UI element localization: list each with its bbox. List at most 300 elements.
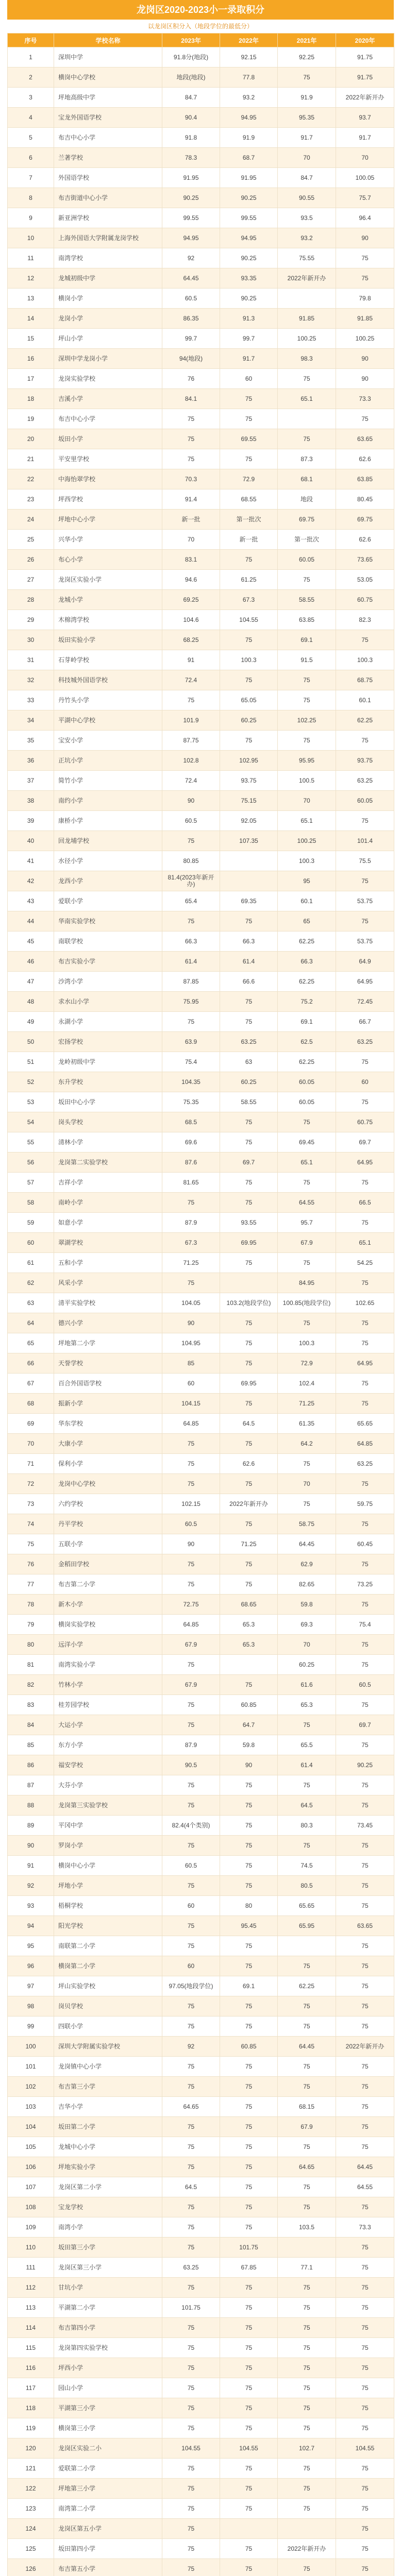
cell-2022: 75	[220, 2559, 278, 2576]
cell-school: 龙岗中心学校	[54, 1474, 162, 1494]
cell-2023: 75	[162, 2378, 220, 2398]
table-row	[8, 1273, 394, 1293]
cell-index: 71	[8, 1454, 54, 1474]
cell-2020: 90	[336, 228, 394, 248]
table-row	[8, 2519, 394, 2539]
cell-2023: 75	[162, 1715, 220, 1735]
cell-2021: 98.3	[278, 349, 336, 369]
table-row	[8, 469, 394, 489]
cell-2021: 74.5	[278, 1856, 336, 1876]
cell-2022: 59.8	[220, 1735, 278, 1755]
cell-2022: 91.7	[220, 349, 278, 369]
cell-2020: 75	[336, 2398, 394, 2418]
cell-school: 远洋小学	[54, 1635, 162, 1655]
cell-2021: 65.95	[278, 1916, 336, 1936]
cell-2020: 53.05	[336, 570, 394, 590]
cell-2023: 地段(地段)	[162, 67, 220, 88]
cell-school: 南湾小学	[54, 2217, 162, 2238]
cell-index: 95	[8, 1936, 54, 1956]
cell-2021: 65.65	[278, 1896, 336, 1916]
cell-2020: 2022年新开办	[336, 2037, 394, 2057]
cell-2021: 82.65	[278, 1574, 336, 1595]
cell-2023: 67.9	[162, 1675, 220, 1695]
cell-2022: 75	[220, 1856, 278, 1876]
cell-2021: 90.55	[278, 188, 336, 208]
table-row	[8, 871, 394, 891]
cell-2020: 63.25	[336, 1454, 394, 1474]
cell-school: 坂田中心小学	[54, 1092, 162, 1112]
cell-2020: 75	[336, 1956, 394, 1976]
cell-school: 东升学校	[54, 1072, 162, 1092]
table-row	[8, 1193, 394, 1213]
cell-2022: 75	[220, 2479, 278, 2499]
cell-school: 兰著学校	[54, 148, 162, 168]
cell-index: 104	[8, 2117, 54, 2137]
cell-2021	[278, 2519, 336, 2539]
cell-index: 99	[8, 2016, 54, 2037]
cell-school: 爱联小学	[54, 891, 162, 911]
table-row	[8, 710, 394, 731]
cell-2023: 76	[162, 369, 220, 389]
cell-school: 五联小学	[54, 1534, 162, 1554]
cell-2022: 75	[220, 2217, 278, 2238]
cell-2020: 75	[336, 2318, 394, 2338]
table-row	[8, 2479, 394, 2499]
cell-index: 57	[8, 1173, 54, 1193]
cell-2021: 103.5	[278, 2217, 336, 2238]
table-row	[8, 1856, 394, 1876]
cell-2023: 104.15	[162, 1394, 220, 1414]
cell-2023: 60	[162, 1374, 220, 1394]
cell-index: 124	[8, 2519, 54, 2539]
cell-index: 63	[8, 1293, 54, 1313]
cell-index: 39	[8, 811, 54, 831]
table-row	[8, 1715, 394, 1735]
cell-2023: 81.4(2023年新开办)	[162, 871, 220, 891]
table-row	[8, 992, 394, 1012]
cell-2020: 53.75	[336, 891, 394, 911]
cell-2023: 61.4	[162, 952, 220, 972]
cell-2020: 59.75	[336, 1494, 394, 1514]
cell-2023: 102.15	[162, 1494, 220, 1514]
cell-2022: 75	[220, 1514, 278, 1534]
cell-2020: 75	[336, 248, 394, 268]
cell-2023: 75	[162, 2016, 220, 2037]
table-row	[8, 1554, 394, 1574]
cell-2021: 75	[278, 2077, 336, 2097]
cell-2021: 100.25	[278, 329, 336, 349]
table-row	[8, 2157, 394, 2177]
cell-index: 83	[8, 1695, 54, 1715]
cell-2022: 75	[220, 630, 278, 650]
cell-2020: 63.85	[336, 469, 394, 489]
cell-2022: 91.3	[220, 309, 278, 329]
cell-school: 康桥小学	[54, 811, 162, 831]
cell-2022: 75	[220, 1012, 278, 1032]
cell-school: 宝龙学校	[54, 2197, 162, 2217]
cell-index: 113	[8, 2298, 54, 2318]
cell-2021: 92.25	[278, 47, 336, 67]
cell-index: 114	[8, 2318, 54, 2338]
cell-2022: 75	[220, 2378, 278, 2398]
cell-2021: 75	[278, 2358, 336, 2378]
cell-2020: 75	[336, 1836, 394, 1856]
cell-2020: 60.5	[336, 1675, 394, 1695]
table-row	[8, 1936, 394, 1956]
cell-school: 布吉第二小学	[54, 1574, 162, 1595]
cell-2020: 75	[336, 2238, 394, 2258]
cell-school: 坪地第二小学	[54, 1333, 162, 1353]
cell-school: 甘坑小学	[54, 2278, 162, 2298]
cell-2022: 90	[220, 1755, 278, 1775]
cell-2020: 54.25	[336, 1253, 394, 1273]
cell-school: 保利小学	[54, 1454, 162, 1474]
cell-school: 南湾第二小学	[54, 2499, 162, 2519]
cell-2022: 75	[220, 2278, 278, 2298]
cell-index: 2	[8, 67, 54, 88]
cell-2020: 75	[336, 268, 394, 289]
cell-2021: 60.05	[278, 1072, 336, 1092]
table-row	[8, 972, 394, 992]
cell-2023: 75.95	[162, 992, 220, 1012]
cell-school: 龙岗第四实验学校	[54, 2338, 162, 2358]
cell-2021: 66.3	[278, 952, 336, 972]
table-row	[8, 1092, 394, 1112]
cell-index: 85	[8, 1735, 54, 1755]
cell-index: 100	[8, 2037, 54, 2057]
cell-2023: 75	[162, 2057, 220, 2077]
cell-2021: 91.7	[278, 128, 336, 148]
cell-2020: 75	[336, 2137, 394, 2157]
cell-2021: 64.5	[278, 1795, 336, 1816]
cell-school: 布吉第五小学	[54, 2559, 162, 2576]
cell-index: 47	[8, 972, 54, 992]
table-row	[8, 188, 394, 208]
cell-2021: 75	[278, 731, 336, 751]
cell-2022: 69.35	[220, 891, 278, 911]
cell-index: 79	[8, 1615, 54, 1635]
cell-index: 120	[8, 2438, 54, 2459]
cell-2021: 75	[278, 2559, 336, 2576]
table-row	[8, 349, 394, 369]
table-row	[8, 1916, 394, 1936]
table-row	[8, 228, 394, 248]
cell-2020: 75	[336, 1514, 394, 1534]
table-row	[8, 590, 394, 610]
cell-2020: 2022年新开办	[336, 88, 394, 108]
cell-school: 桂芳园学校	[54, 1695, 162, 1715]
cell-2021: 91.9	[278, 88, 336, 108]
table-row	[8, 1996, 394, 2016]
cell-2022: 75	[220, 2539, 278, 2559]
cell-2020: 75	[336, 1595, 394, 1615]
cell-2022: 66.6	[220, 972, 278, 992]
cell-2021: 64.45	[278, 2037, 336, 2057]
cell-2023: 80.85	[162, 851, 220, 871]
cell-school: 布吉实验小学	[54, 952, 162, 972]
cell-2021: 100.3	[278, 1333, 336, 1353]
cell-2023: 90.4	[162, 108, 220, 128]
cell-2022: 75	[220, 1253, 278, 1273]
table-row	[8, 2378, 394, 2398]
cell-2020: 102.65	[336, 1293, 394, 1313]
cell-school: 六约学校	[54, 1494, 162, 1514]
cell-2021: 75	[278, 2318, 336, 2338]
cell-2021: 75	[278, 1996, 336, 2016]
cell-2021: 75	[278, 2177, 336, 2197]
cell-2022: 67.3	[220, 590, 278, 610]
cell-2021: 65.1	[278, 811, 336, 831]
cell-school: 新木小学	[54, 1595, 162, 1615]
cell-2022: 75	[220, 2057, 278, 2077]
cell-2023: 60	[162, 1896, 220, 1916]
table-row	[8, 369, 394, 389]
cell-2021: 62.25	[278, 1052, 336, 1072]
cell-2020: 75	[336, 1775, 394, 1795]
cell-school: 大运小学	[54, 1715, 162, 1735]
cell-2022: 60.25	[220, 1072, 278, 1092]
cell-2023: 69.25	[162, 590, 220, 610]
cell-index: 60	[8, 1233, 54, 1253]
cell-2021: 2022年新开办	[278, 268, 336, 289]
cell-2020: 93.75	[336, 751, 394, 771]
table-row	[8, 550, 394, 570]
cell-2021: 69.75	[278, 510, 336, 530]
cell-2022: 69.95	[220, 1374, 278, 1394]
table-header-row	[8, 33, 394, 47]
cell-school: 四联小学	[54, 2016, 162, 2037]
cell-school: 天誉学校	[54, 1353, 162, 1374]
table-row	[8, 128, 394, 148]
cell-2023: 60.5	[162, 289, 220, 309]
cell-index: 50	[8, 1032, 54, 1052]
cell-2023: 91	[162, 650, 220, 670]
cell-school: 翠湖学校	[54, 1233, 162, 1253]
cell-2023: 70.3	[162, 469, 220, 489]
table-row	[8, 891, 394, 911]
table-row	[8, 771, 394, 791]
table-row	[8, 248, 394, 268]
cell-school: 南约小学	[54, 791, 162, 811]
cell-2023: 91.95	[162, 168, 220, 188]
table-row	[8, 630, 394, 650]
cell-2023: 87.9	[162, 1213, 220, 1233]
cell-2021: 75	[278, 1253, 336, 1273]
cell-school: 金稻田学校	[54, 1554, 162, 1574]
table-row	[8, 2137, 394, 2157]
cell-index: 80	[8, 1635, 54, 1655]
cell-school: 求水山小学	[54, 992, 162, 1012]
cell-school: 坪地实验小学	[54, 2157, 162, 2177]
cell-school: 龙城初级中学	[54, 268, 162, 289]
cell-2021: 100.5	[278, 771, 336, 791]
cell-school: 吉祥小学	[54, 1173, 162, 1193]
cell-2023: 75	[162, 2539, 220, 2559]
cell-2021	[278, 1936, 336, 1956]
cell-2021: 69.45	[278, 1132, 336, 1153]
cell-2023: 75.35	[162, 1092, 220, 1112]
cell-2023: 75	[162, 2318, 220, 2338]
table-row	[8, 1374, 394, 1394]
cell-2022: 94.95	[220, 108, 278, 128]
cell-school: 岗贝学校	[54, 1996, 162, 2016]
cell-2020: 79.8	[336, 289, 394, 309]
cell-2022: 60	[220, 369, 278, 389]
table-row	[8, 47, 394, 67]
cell-2021: 65.5	[278, 1735, 336, 1755]
cell-2020: 75	[336, 2479, 394, 2499]
cell-2023: 87.85	[162, 972, 220, 992]
cell-2022: 65.3	[220, 1635, 278, 1655]
cell-2021: 75	[278, 429, 336, 449]
cell-2020: 75	[336, 1333, 394, 1353]
table-row	[8, 2057, 394, 2077]
cell-2023: 104.05	[162, 1293, 220, 1313]
cell-2022: 90.25	[220, 289, 278, 309]
cell-2023: 71.25	[162, 1253, 220, 1273]
cell-2021: 61.6	[278, 1675, 336, 1695]
cell-2020: 101.4	[336, 831, 394, 851]
cell-school: 坂田第三小学	[54, 2238, 162, 2258]
cell-2020: 62.25	[336, 710, 394, 731]
cell-index: 1	[8, 47, 54, 67]
cell-2020: 75.7	[336, 188, 394, 208]
cell-index: 31	[8, 650, 54, 670]
table-row	[8, 931, 394, 952]
cell-index: 88	[8, 1795, 54, 1816]
cell-2021: 75.55	[278, 248, 336, 268]
cell-2022: 75	[220, 2016, 278, 2037]
cell-index: 56	[8, 1153, 54, 1173]
table-row	[8, 67, 394, 88]
table-row	[8, 1615, 394, 1635]
cell-school: 平湖第三小学	[54, 2398, 162, 2418]
cell-2021: 75.2	[278, 992, 336, 1012]
cell-2023: 60.5	[162, 811, 220, 831]
table-row	[8, 1153, 394, 1173]
cell-2021: 70	[278, 791, 336, 811]
cell-2020: 75	[336, 1554, 394, 1574]
cell-2022: 60.25	[220, 710, 278, 731]
cell-school: 龙岗区第三小学	[54, 2258, 162, 2278]
table-row	[8, 1012, 394, 1032]
cell-2020: 62.6	[336, 449, 394, 469]
cell-2022: 75	[220, 1795, 278, 1816]
cell-2022: 90.25	[220, 248, 278, 268]
table-row	[8, 851, 394, 871]
cell-index: 10	[8, 228, 54, 248]
cell-school: 布吉第四小学	[54, 2318, 162, 2338]
cell-2022: 69.55	[220, 429, 278, 449]
cell-index: 105	[8, 2137, 54, 2157]
cell-2020: 64.95	[336, 972, 394, 992]
table-row	[8, 1574, 394, 1595]
table-row	[8, 1052, 394, 1072]
table-row	[8, 2459, 394, 2479]
cell-2021: 100.25	[278, 831, 336, 851]
cell-school: 平冈中学	[54, 1816, 162, 1836]
cell-index: 14	[8, 309, 54, 329]
cell-2022: 102.95	[220, 751, 278, 771]
cell-2021: 100.85(地段学位)	[278, 1293, 336, 1313]
cell-index: 73	[8, 1494, 54, 1514]
cell-2020: 75	[336, 1092, 394, 1112]
cell-2021	[278, 409, 336, 429]
cell-2023: 75	[162, 2358, 220, 2378]
cell-2023: 75	[162, 2479, 220, 2499]
cell-index: 98	[8, 1996, 54, 2016]
table-row	[8, 2037, 394, 2057]
cell-2023: 101.9	[162, 710, 220, 731]
cell-2021: 61.35	[278, 1414, 336, 1434]
table-row	[8, 1735, 394, 1755]
cell-school: 坂田小学	[54, 429, 162, 449]
cell-2021	[278, 2238, 336, 2258]
cell-school: 清平实验学校	[54, 1293, 162, 1313]
table-row	[8, 1173, 394, 1193]
cell-index: 102	[8, 2077, 54, 2097]
cell-2022: 92.05	[220, 811, 278, 831]
cell-2020: 75	[336, 2559, 394, 2576]
cell-2021: 102.4	[278, 1374, 336, 1394]
table-row	[8, 2438, 394, 2459]
table-row	[8, 2418, 394, 2438]
cell-2022: 61.25	[220, 570, 278, 590]
cell-2021: 70	[278, 148, 336, 168]
cell-2021: 95.95	[278, 751, 336, 771]
cell-2021: 75	[278, 1956, 336, 1976]
cell-school: 龙岗区实验小学	[54, 570, 162, 590]
cell-2020: 75	[336, 2539, 394, 2559]
cell-2020: 75	[336, 811, 394, 831]
cell-2021: 60.05	[278, 550, 336, 570]
cell-index: 121	[8, 2459, 54, 2479]
table-row	[8, 1755, 394, 1775]
table-row	[8, 88, 394, 108]
cell-2021: 65.1	[278, 389, 336, 409]
cell-2020: 64.45	[336, 2157, 394, 2177]
cell-2023: 86.35	[162, 309, 220, 329]
page-subtitle: 以龙岗区积分入（地段学位的最低分）	[7, 20, 394, 33]
cell-index: 52	[8, 1072, 54, 1092]
table-row	[8, 690, 394, 710]
cell-school: 南湾学校	[54, 248, 162, 268]
cell-2022: 75	[220, 2418, 278, 2438]
cell-2021: 80.3	[278, 1816, 336, 1836]
cell-school: 福安学校	[54, 1755, 162, 1775]
cell-2021: 84.7	[278, 168, 336, 188]
cell-2022: 68.65	[220, 1595, 278, 1615]
cell-2023: 104.55	[162, 2438, 220, 2459]
page-title: 龙岗区2020-2023小一录取积分	[7, 0, 394, 20]
cell-school: 吉华小学	[54, 2097, 162, 2117]
cell-2023: 69.6	[162, 1132, 220, 1153]
cell-school: 坪地高级中学	[54, 88, 162, 108]
cell-2023: 60.5	[162, 1514, 220, 1534]
table-row	[8, 1132, 394, 1153]
table-row	[8, 1253, 394, 1273]
cell-2021: 95.35	[278, 108, 336, 128]
table-row	[8, 1695, 394, 1715]
cell-school: 南联第二小学	[54, 1936, 162, 1956]
table-row	[8, 811, 394, 831]
cell-2021: 100.3	[278, 851, 336, 871]
cell-2021: 75	[278, 2278, 336, 2298]
cell-school: 布心小学	[54, 550, 162, 570]
table-row	[8, 1293, 394, 1313]
table-row	[8, 530, 394, 550]
cell-2020: 75	[336, 2418, 394, 2438]
